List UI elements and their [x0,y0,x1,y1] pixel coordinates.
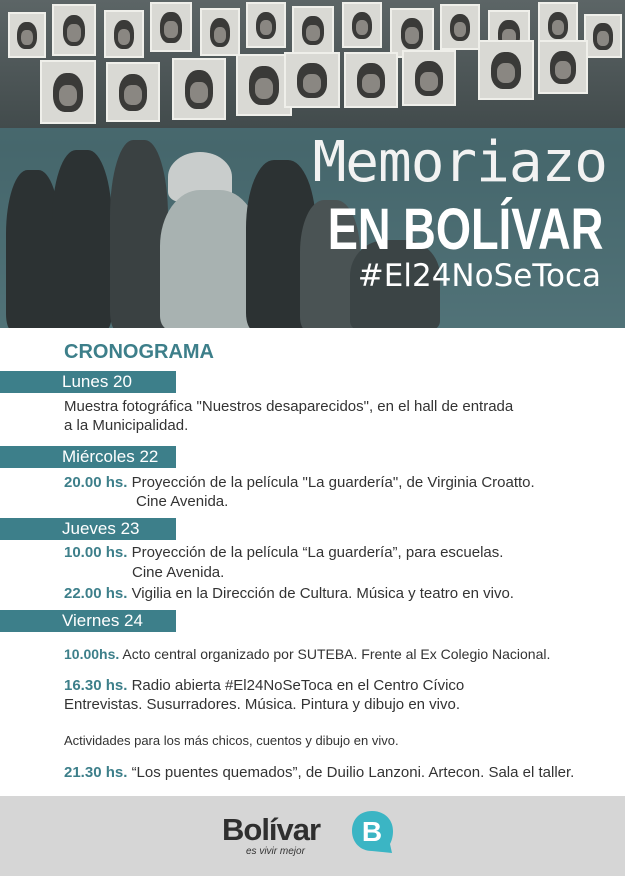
event-text: Proyección de la película "La guardería", de Virginia Croatto. [131,474,535,491]
day-band-miercoles [0,446,176,468]
portrait [342,2,382,48]
event-line [64,764,574,781]
event-line: Cine Avenida. [136,493,229,510]
portrait [104,10,144,58]
logo-badge-icon [348,808,396,856]
portrait [246,2,286,48]
event-line: Entrevistas. Susurradores. Música. Pintura y dibujo en vivo. [64,696,461,713]
portrait [538,40,588,94]
portrait [52,4,96,56]
event-text: Radio abierta #El24NoSeToca en el Centro Cívico [131,677,465,694]
portrait [440,4,480,50]
schedule-heading: CRONOGRAMA [64,341,214,363]
event-text: “Los puentes quemados”, de Duilio Lanzoni. Artecon. Sala el taller. [131,764,575,781]
event-time: 20.00 hs. [64,474,128,491]
logo-wordmark: Bolívar [222,812,321,847]
day-label: Viernes 24 [62,611,143,630]
hero-subtitle: EN BOLÍVAR [327,197,603,262]
hero-photo [0,0,625,328]
event-line: Actividades para los más chicos, cuentos y dibujo en vivo. [64,733,399,748]
logo-tagline: es vivir mejor [246,846,305,857]
event-time: 16.30 hs. [64,677,128,694]
event-time: 10.00 hs. [64,544,128,561]
portrait [292,6,334,54]
portrait [106,62,160,122]
portrait [150,2,192,52]
event-time: 21.30 hs. [64,764,128,781]
hero-hashtag: #El24NoSeToca [357,258,601,294]
portrait [40,60,96,124]
event-line [64,677,464,694]
portrait [8,12,46,58]
portrait [284,52,340,108]
portrait-wall [0,0,625,120]
event-line [64,585,514,602]
day-band-viernes [0,610,176,632]
portrait [344,52,398,108]
event-time: 10.00hs. [64,646,120,662]
event-line [64,544,503,561]
portrait [478,40,534,100]
badge-letter: B [361,816,383,847]
event-line: Cine Avenida. [132,564,225,581]
event-text: Proyección de la película “La guardería”, para escuelas. [131,544,504,561]
day-label: Lunes 20 [62,372,132,391]
event-line: Muestra fotográfica "Nuestros desaparecidos", en el hall de entrada [64,398,514,415]
event-time: 22.00 hs. [64,585,128,602]
event-text: Acto central organizado por SUTEBA. Frente al Ex Colegio Nacional. [122,646,551,662]
hero-title: Memoriazo [312,130,607,195]
portrait [200,8,240,56]
event-text: Vigilia en la Dirección de Cultura. Música y teatro en vivo. [131,585,514,602]
event-line [64,646,550,662]
day-label: Miércoles 22 [62,447,159,466]
day-band-lunes [0,371,176,393]
portrait [402,50,456,106]
portrait [584,14,622,58]
day-label: Jueves 23 [62,519,140,538]
event-line: a la Municipalidad. [64,417,189,434]
portrait [172,58,226,120]
day-band-jueves [0,518,176,540]
event-line [64,474,535,491]
